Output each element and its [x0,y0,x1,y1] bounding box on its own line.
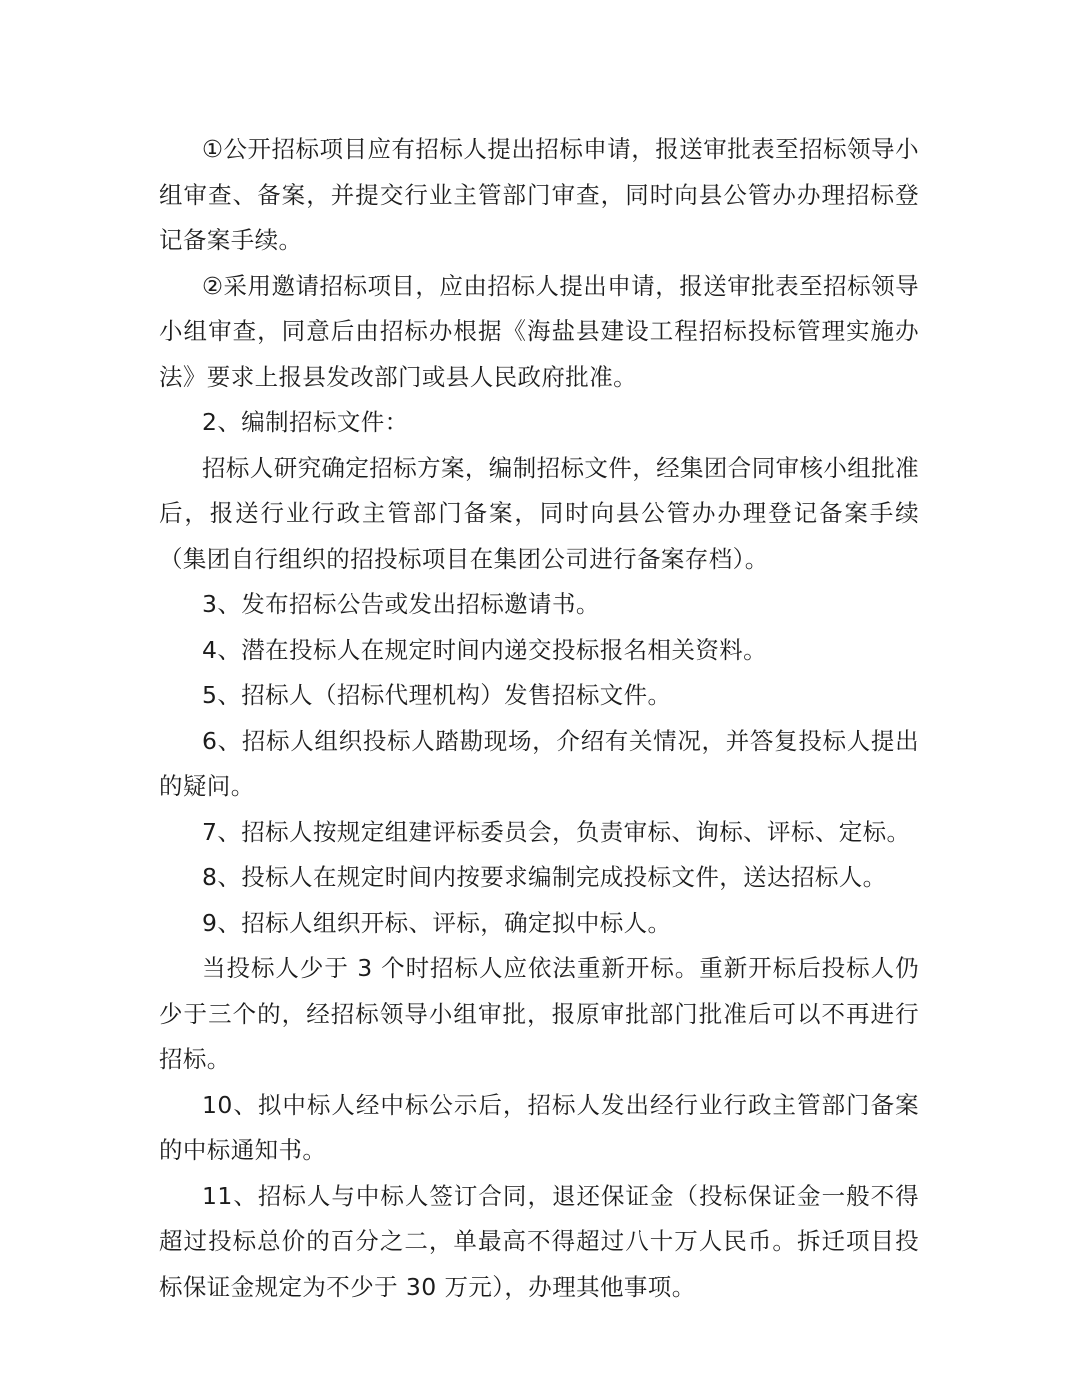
paragraph-step-3: 3、发布招标公告或发出招标邀请书。 [202,590,600,618]
paragraph-public-tender-application: ①公开招标项目应有招标人提出招标申请，报送审批表至招标领导小组审查、备案，并提交行业主管部门审查，同时向县公管办办理招标登记备案手续。 [159,135,919,254]
document-body [159,127,919,1310]
paragraph-invited-tender-application: ②采用邀请招标项目，应由招标人提出申请，报送审批表至招标领导小组审查，同意后由招标办根据《海盐县建设工程招标投标管理实施办法》要求上报县发改部门或县人民政府批准。 [159,271,919,391]
paragraph-step-9: 9、招标人组织开标、评标，确定拟中标人。 [202,908,672,937]
paragraph-step-6: 6、招标人组织投标人踏勘现场，介绍有关情况，并答复投标人提出的疑问。 [159,726,919,800]
paragraph-step-5: 5、招标人（招标代理机构）发售招标文件。 [202,681,672,709]
paragraph-step-9-note: 当投标人少于 3 个时招标人应依法重新开标。重新开标后投标人仍少于三个的，经招标领导小组审批，报原审批部门批准后可以不再进行招标。 [159,954,919,1073]
paragraph-step-2-body: 招标人研究确定招标方案，编制招标文件，经集团合同审核小组批准后，报送行业行政主管部门备案，同时向县公管办办理登记备案手续（集团自行组织的招投标项目在集团公司进行备案存档）。 [159,453,919,573]
paragraph-step-10: 10、拟中标人经中标公示后，招标人发出经行业行政主管部门备案的中标通知书。 [159,1090,919,1164]
paragraph-step-4: 4、潜在投标人在规定时间内递交投标报名相关资料。 [202,635,768,664]
paragraph-step-11: 11、招标人与中标人签订合同，退还保证金（投标保证金一般不得超过投标总价的百分之二，单最高不得超过八十万人民币。拆迁项目投标保证金规定为不少于 30 万元），办理其他事项。 [159,1181,919,1301]
paragraph-step-2-heading: 2、编制招标文件： [202,408,409,436]
paragraph-step-8: 8、投标人在规定时间内按要求编制完成投标文件，送达招标人。 [202,863,887,891]
paragraph-step-7: 7、招标人按规定组建评标委员会，负责审标、询标、评标、定标。 [202,817,911,846]
